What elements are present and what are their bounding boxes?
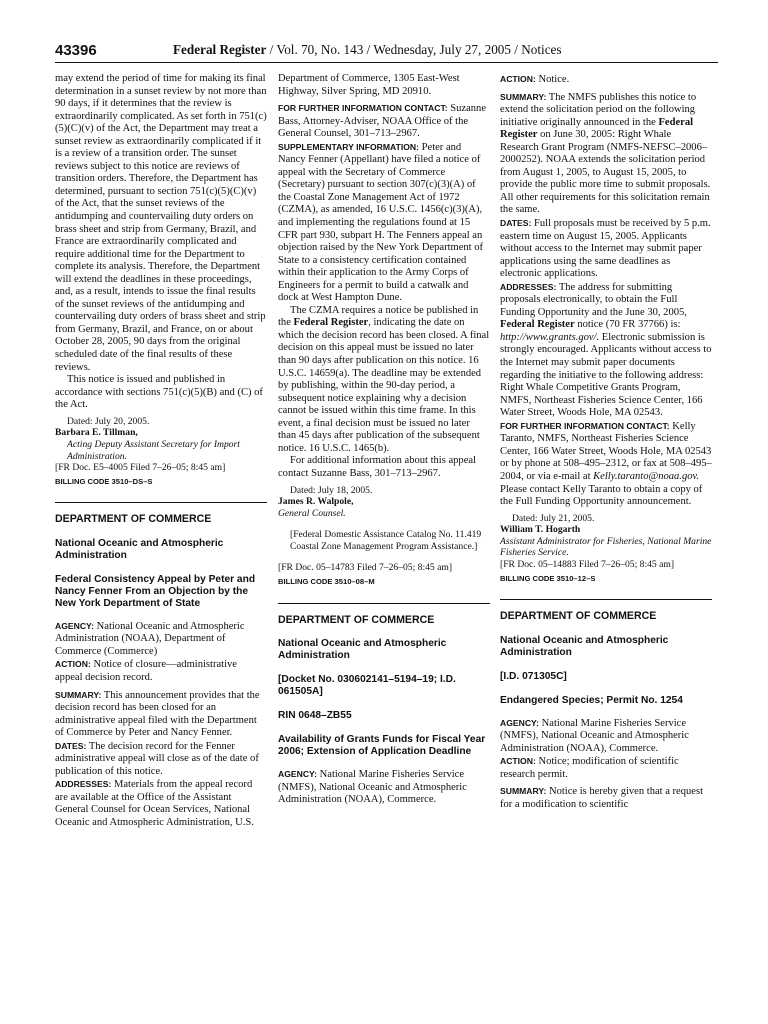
- addresses-label: ADDRESSES:: [500, 281, 557, 292]
- agency-heading: National Oceanic and Atmospheric Administration: [55, 537, 224, 561]
- summary-label: SUMMARY:: [500, 91, 547, 102]
- addresses-field: [55, 778, 267, 829]
- billing-code: BILLING CODE 3510–DS–S: [55, 476, 153, 486]
- sunset-review-paragraph: may extend the period of time for making its final determination in a sunset review by not more than 90 days, if it determines that the review is extraordinarily complicated. As set forth in 751(c)(5)(C)(v) of the Act, the Department may treat a sunset review as extraordinarily complicated if it is a review of a transition order. The sunset reviews subject to this notice are reviews of transition orders. Therefore, the Department has determined, pursuant to section 751(c)(5)(C)(v) of the Act, that the sunset reviews of the antidumping and countervailing duty orders on brass sheet and strip from Germany, Brazil, and France are extraordinarily complicated and require additional time for the Department to complete its analysis. Therefore, the Department will extend the deadlines in these proceedings, and, as a result, intends to issue the final results of the sunset reviews of the antidumping and countervailing duty orders of brass sheet and strip from Germany, Brazil, and France, on or about October 28, 2005, 90 days from the original scheduled date of the final results of these reviews.: [55, 73, 267, 373]
- dated-line: Dated: July 20, 2005.: [67, 415, 150, 427]
- fr-doc-line: [FR Doc. E5–4005 Filed 7–26–05; 8:45 am]: [55, 462, 226, 474]
- dated-line: Dated: July 21, 2005.: [512, 512, 595, 524]
- dated-line: Dated: July 18, 2005.: [290, 484, 373, 496]
- fr-doc-line: [FR Doc. 05–14783 Filed 7–26–05; 8:45 am]: [278, 562, 453, 574]
- supplementary-text: Peter and Nancy Fenner (Appellant) have filed a notice of appeal with the Secretary of Commerce (Secretary) pursuant to section 307(c)(3)(A) of the Coastal Zone Management Act of 1972 (CZMA), as amended, 16 U.S.C. 1456(c)(3)(A), and implementing the regulations found at 15 CFR part 930, subpart H. The Fenners appeal an objection raised by the New York Department of State to a consistency certification contained within their application to the Army Corps of Engineers for a permit to build a catwalk and dock at West Hampton Dune.: [278, 141, 484, 304]
- notice-subject-heading: Federal Consistency Appeal by Peter and Nancy Fenner From an Objection by the New York Department of State: [55, 573, 256, 609]
- grants-url: http://www.grants.gov/.: [500, 331, 600, 343]
- notice-subject-heading: Availability of Grants Funds for Fiscal Year 2006; Extension of Application Deadline: [278, 734, 486, 758]
- department-heading: DEPARTMENT OF COMMERCE: [500, 610, 657, 623]
- signer-name: Barbara E. Tillman,: [55, 427, 138, 439]
- id-number: [I.D. 071305C]: [500, 670, 567, 682]
- addresses-text-end: Electronic submission is strongly encouraged. Applicants without access to the Internet may submit paper documents regarding the initiative to the following address: Right Whale Competitive Grants Program, NMFS, Northeast Fisheries Science Center, 166 Water Street, Woods Hole, MA 02543.: [500, 331, 712, 419]
- addresses-text-mid: notice (70 FR 37766) is:: [577, 319, 681, 331]
- section-divider: [278, 603, 490, 604]
- supplementary-field: [278, 141, 490, 305]
- further-info-text: Suzanne Bass, Attorney-Adviser, NOAA Office of the General Counsel, 301–713–2967.: [278, 103, 486, 140]
- summary-text: Notice is hereby given that a request for a modification to scientific: [500, 786, 704, 810]
- further-info-field: [278, 102, 490, 141]
- publication-name: Federal Register: [173, 42, 267, 57]
- notice-subject-heading: Endangered Species; Permit No. 1254: [500, 694, 683, 706]
- action-label: ACTION:: [500, 74, 536, 84]
- agency-heading: National Oceanic and Atmospheric Administration: [500, 634, 669, 658]
- czma-paragraph: [278, 305, 490, 456]
- federal-register-ref: Federal Register: [500, 116, 694, 141]
- action-text: Notice.: [538, 74, 570, 85]
- dates-field: [500, 217, 712, 281]
- addresses-text-start: The address for submitting proposals electronically, to obtain the Full Funding Opportunity and the June 30, 2005,: [500, 281, 687, 318]
- further-info-text-end: Please contact Kelly Taranto to obtain a copy of the Full Funding Opportunity announcement.: [500, 483, 703, 508]
- agency-field: [55, 620, 267, 659]
- billing-code: BILLING CODE 3510–12–S: [500, 573, 596, 583]
- summary-text-end: on June 30, 2005: Right Whale Research Grant Program (NMFS-NEFSC–2006–2000252). NOAA extends the solicitation period from August 1, 2005, to August 15, 2005, to provide the public more time to submit proposals. All other requirements for this solicitation remain the same.: [500, 129, 711, 216]
- agency-field: [278, 768, 490, 807]
- action-text: Notice of closure—administrative appeal decision record.: [55, 659, 237, 684]
- addresses-label: ADDRESSES:: [55, 779, 112, 790]
- agency-text: National Marine Fisheries Service (NMFS), National Oceanic and Atmospheric Administration (NOAA), Commerce.: [500, 717, 689, 754]
- further-info-text-start: Kelly Taranto, NMFS, Northeast Fisheries Science Center, 166 Water Street, Woods Hole, MA 02543 or by phone at 508–495–2312, or fax at 508–495–2004, or via e-mail at: [500, 420, 712, 482]
- summary-label: SUMMARY:: [55, 689, 102, 700]
- addresses-field: [500, 281, 712, 420]
- department-heading: DEPARTMENT OF COMMERCE: [55, 513, 212, 526]
- signer-title: General Counsel.: [278, 507, 346, 519]
- section-divider: [55, 502, 267, 503]
- dates-text: Full proposals must be received by 5 p.m. eastern time on August 15, 2005. Applicants without access to the Internet may submit paper applications using the same deadlines as electronic applications.: [500, 218, 711, 280]
- summary-field: [500, 91, 712, 217]
- federal-register-ref: Federal Register: [293, 317, 369, 329]
- summary-field: [55, 689, 267, 740]
- column-1: [55, 73, 267, 830]
- column-3: [500, 73, 712, 811]
- issue-info: / Vol. 70, No. 143 / Wednesday, July 27, 2005 / Notices: [266, 42, 562, 57]
- agency-heading: National Oceanic and Atmospheric Administration: [278, 638, 447, 662]
- summary-field: [500, 785, 712, 811]
- action-label: ACTION:: [500, 756, 536, 767]
- signer-title: Acting Deputy Assistant Secretary for Import Administration.: [67, 438, 240, 462]
- agency-text: National Marine Fisheries Service (NMFS), National Oceanic and Atmospheric Administration (NOAA), Commerce.: [278, 769, 467, 806]
- summary-text: This announcement provides that the decision record has been closed for an administrative appeal filed with the Department of Commerce by Peter and Nancy Fenner.: [55, 689, 260, 739]
- issuance-paragraph: This notice is issued and published in accordance with sections 751(c)(5)(B) and (C) of the Act.: [55, 374, 263, 411]
- dates-label: DATES:: [500, 218, 532, 229]
- section-divider: [500, 599, 712, 600]
- page-number: 43396: [55, 42, 97, 59]
- action-field: [55, 658, 267, 684]
- fr-doc-line: [FR Doc. 05–14883 Filed 7–26–05; 8:45 am]: [500, 558, 675, 570]
- further-info-label: FOR FURTHER INFORMATION CONTACT:: [278, 103, 448, 114]
- action-label: ACTION:: [55, 659, 91, 670]
- dates-field: [55, 740, 267, 779]
- docket-number: [Docket No. 030602141–5194–19; I.D. 061505A]: [278, 674, 456, 698]
- agency-label: AGENCY:: [55, 620, 94, 631]
- page-header: [55, 40, 718, 63]
- column-2: [278, 73, 490, 807]
- addresses-text: Materials from the appeal record are available at the Office of the Assistant General Counsel for Ocean Services, National Oceanic and Atmospheric Administration, U.S.: [55, 779, 254, 829]
- action-text: Notice; modification of scientific research permit.: [500, 756, 679, 780]
- agency-text: National Oceanic and Atmospheric Administration (NOAA), Department of Commerce (Commerce): [55, 620, 245, 657]
- agency-label: AGENCY:: [278, 769, 317, 780]
- billing-code: BILLING CODE 3510–08–M: [278, 577, 375, 587]
- supplementary-label: SUPPLEMENTARY INFORMATION:: [278, 141, 419, 152]
- further-info-label: FOR FURTHER INFORMATION CONTACT:: [500, 420, 670, 431]
- header-title: [173, 42, 562, 62]
- signer-title: Assistant Administrator for Fisheries, National Marine Fisheries Service.: [500, 535, 712, 559]
- rin-number: RIN 0648–ZB55: [278, 710, 352, 722]
- contact-email: Kelly.taranto@noaa.gov.: [593, 470, 700, 482]
- catalog-note: [Federal Domestic Assistance Catalog No. 11.419 Coastal Zone Management Program Assistance.]: [290, 529, 482, 552]
- signer-name: James R. Walpole,: [278, 496, 354, 508]
- action-field: [500, 73, 712, 87]
- czma-text-start: The CZMA requires a notice be published in the: [278, 304, 479, 329]
- signer-name: William T. Hogarth: [500, 524, 581, 536]
- action-field: [500, 755, 712, 781]
- dates-text: The decision record for the Fenner administrative appeal will close as of the date of publication of this notice.: [55, 740, 259, 777]
- department-heading: DEPARTMENT OF COMMERCE: [278, 613, 435, 626]
- summary-label: SUMMARY:: [500, 786, 547, 797]
- agency-label: AGENCY:: [500, 717, 539, 728]
- dates-label: DATES:: [55, 740, 87, 751]
- address-continuation: Department of Commerce, 1305 East-West Highway, Silver Spring, MD 20910.: [278, 73, 460, 97]
- federal-register-ref: Federal Register: [500, 319, 575, 331]
- additional-info-paragraph: For additional information about this appeal contact Suzanne Bass, 301–713–2967.: [278, 455, 476, 479]
- further-info-field: [500, 420, 712, 509]
- summary-text-start: The NMFS publishes this notice to extend the solicitation period on the following initiative originally announced in the: [500, 91, 697, 128]
- czma-text-end: , indicating the date on which the decision record has been closed. A final decision on this appeal must be issued no later than 90 days after publication on this notice. 16 U.S.C. 14659(a). The deadline may be extended by publishing, within the 90-day period, a subsequent notice explaining why a decision cannot be issued within this time frame. In this event, a final decision must be issued no later than 45 days after publication of the subsequent notice. 16 U.S.C. 1465(b).: [278, 317, 490, 454]
- agency-field: [500, 717, 712, 756]
